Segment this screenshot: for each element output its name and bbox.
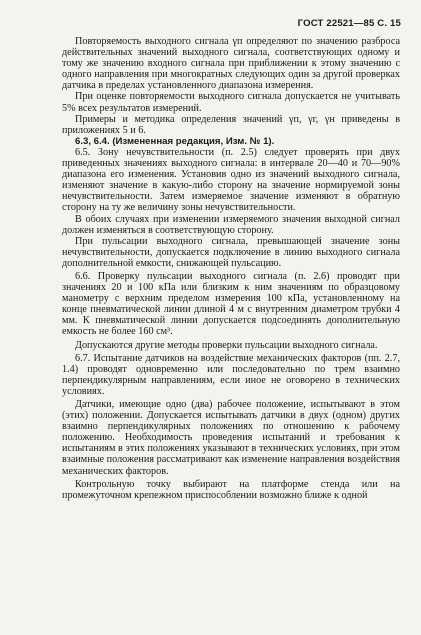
paragraph-pulsation-capacity: При пульсации выходного сигнала, превышающей значение зоны нечувствительности, допускается подключение в линию выходного сигнала дополнительной емкости, снижающей пульсацию. (62, 235, 400, 269)
paragraph-repeatability: Повторяемость выходного сигнала γп определяют по значению разброса действительных значений выходного сигнала, соответствующих одному и тому же значению входного сигнала при приближении к этому значению с одного направления при многократных следующих один за другой проверках датчика в пределах установленного диапазона измерения. (62, 36, 400, 92)
paragraph-positions: Датчики, имеющие одно (два) рабочее положение, испытывают в этом (этих) положении. Допускается испытывать датчики в двух (одном) других взаимно перпендикулярных положениях по отношению к рабочему положению. Необходимость проведения испытаний и требования к испытаниям в этих положениях указывают в технических условиях, при этом взаимные положения рассматривают как изменение направления воздействия механических факторов. (62, 399, 400, 477)
paragraph-examples: Примеры и методика определения значений γп, γг, γн приведены в приложениях 5 и 6. (62, 113, 400, 136)
paragraph-both-cases: В обоих случаях при изменении измеряемого значения выходной сигнал должен изменяться в соответствующую сторону. (62, 213, 400, 236)
paragraph-control-point: Контрольную точку выбирают на платформе стенда или на промежуточном крепежном приспособлении возможно ближе к одной (62, 478, 400, 501)
paragraph-other-methods: Допускаются другие методы проверки пульсации выходного сигнала. (75, 339, 378, 351)
paragraph-6-5: 6.5. Зону нечувствительности (п. 2.5) следует проверять при двух приведенных значениях выходного сигнала: в интервале 20—40 и 70—90% диапазона его изменения. Установив одно из значений выходного сигнала, изменяют значение в какую-либо сторону на значение нормируемой зоны нечувствительности. Затем измеряемое значение изменяют в обратную сторону на ту же величину зоны нечувствительности. (62, 146, 400, 214)
page-header: ГОСТ 22521—85 С. 15 (297, 18, 401, 29)
paragraph-amendment: 6.3, 6.4. (Измененная редакция, Изм. № 1). (75, 135, 275, 147)
document-body (62, 36, 400, 501)
paragraph-6-6: 6.6. Проверку пульсации выходного сигнала (п. 2.6) проводят при значениях 20 и 100 кПа или близким к ним значениям по образцовому манометру с верхним пределом измерения 100 кПа, установленному на конце пневматической линии длиной 4 м с внутренним диаметром трубки 4 мм. К пневматической линии допускается подсоединять дополнительную емкость не более 160 см³. (62, 270, 400, 338)
paragraph-results-note: При оценке повторяемости выходного сигнала допускается не учитывать 5% всех результатов измерений. (62, 91, 400, 114)
paragraph-6-7: 6.7. Испытание датчиков на воздействие механических факторов (пп. 2.7, 1.4) проводят одновременно или последовательно по трем взаимно перпендикулярным направлениям, если иное не оговорено в технических условиях. (62, 352, 400, 397)
